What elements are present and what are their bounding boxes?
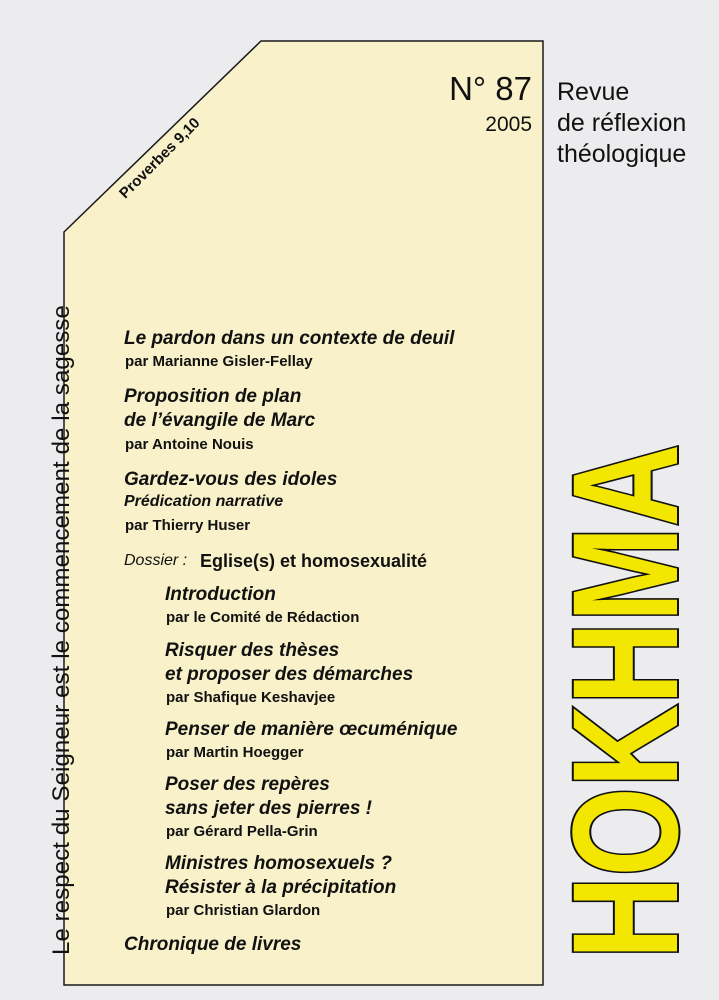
- issue-number: N° 87: [449, 70, 532, 107]
- dossier-item-author: par le Comité de Rédaction: [166, 609, 360, 626]
- subtitle-line: Revue: [557, 78, 630, 106]
- svg-text:HOKHMA: HOKHMA: [541, 284, 709, 959]
- dossier-item-title: et proposer des démarches: [165, 664, 414, 685]
- dossier-title: Eglise(s) et homosexualité: [200, 551, 428, 571]
- article-subtitle: Prédication narrative: [124, 493, 284, 510]
- dossier-item-author: par Gérard Pella-Grin: [166, 823, 318, 840]
- subtitle-line: théologique: [557, 140, 687, 168]
- hokhma-logo: [541, 284, 709, 965]
- article-title: Le pardon dans un contexte de deuil: [124, 328, 455, 349]
- dossier-item-author: par Shafique Keshavjee: [166, 689, 336, 706]
- subtitle-line: de réflexion: [557, 109, 687, 137]
- article-title: de l’évangile de Marc: [124, 410, 316, 431]
- dossier-item-author: par Christian Glardon: [166, 902, 321, 919]
- dossier-item-title: Poser des repères: [165, 774, 330, 795]
- article-title: Gardez-vous des idoles: [124, 469, 338, 490]
- article-title: Proposition de plan: [124, 386, 302, 407]
- dossier-item-title: sans jeter des pierres !: [165, 798, 372, 819]
- vertical-motto: Le respect du Seigneur est le commencement de la sagesse: [48, 305, 75, 955]
- journal-subtitle: [557, 77, 686, 170]
- closing-section: Chronique de livres: [124, 934, 302, 955]
- dossier-item-title: Introduction: [165, 584, 276, 605]
- dossier-label: Dossier :: [124, 552, 188, 569]
- dossier-item-title: Penser de manière œcuménique: [165, 719, 458, 740]
- dossier-item-title: Ministres homosexuels ?: [165, 853, 393, 874]
- bible-reference: Proverbes 9,10: [116, 114, 204, 203]
- dossier-item-author: par Martin Hoegger: [166, 744, 304, 761]
- article-author: par Antoine Nouis: [125, 436, 254, 453]
- dossier-item-title: Risquer des thèses: [165, 640, 340, 661]
- dossier-item-title: Résister à la précipitation: [165, 877, 397, 898]
- article-author: par Thierry Huser: [125, 517, 251, 534]
- article-author: par Marianne Gisler-Fellay: [125, 353, 313, 370]
- issue-year: 2005: [485, 113, 532, 136]
